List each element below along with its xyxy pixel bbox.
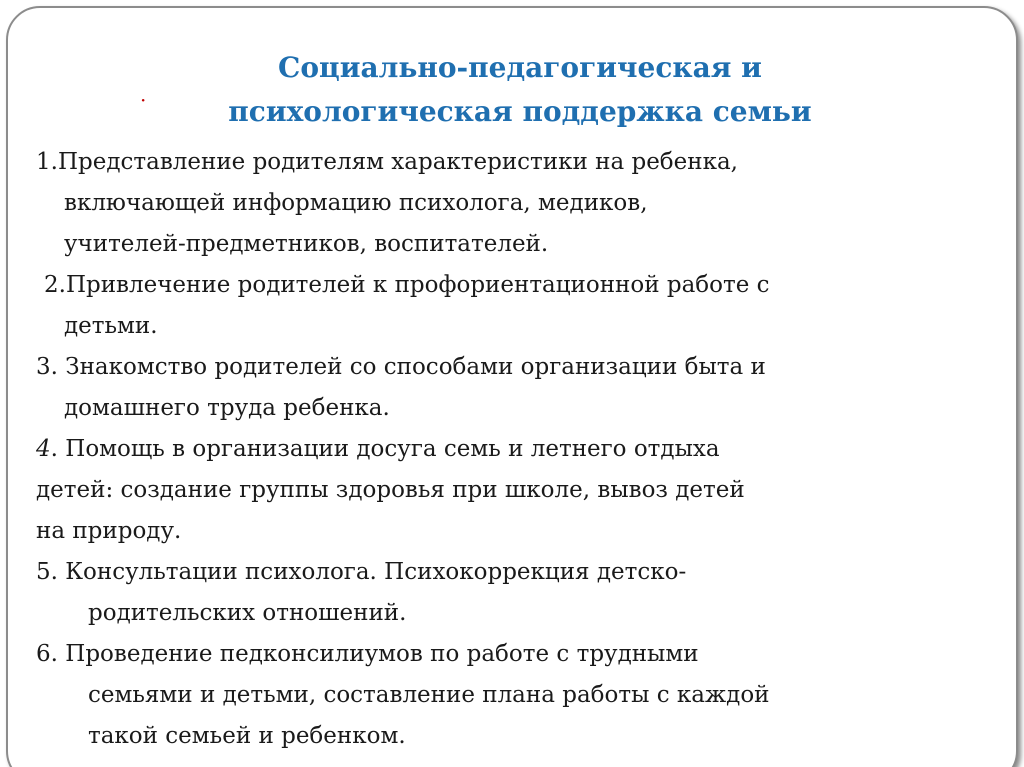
item-5-line-1: 5. Консультации психолога. Психокоррекция детско- [36,559,687,585]
item-4-line-1-text: . Помощь в организации досуга семь и летнего отдыха [50,436,720,462]
item-6-line-1: 6. Проведение педконсилиумов по работе с трудными [36,641,699,667]
item-1-line-3: учителей-предметников, воспитателей. [64,231,549,257]
item-4-line-2: детей: создание группы здоровья при школе, вывоз детей [36,477,745,503]
list-item-1 [36,142,986,265]
title-line-1: Социально-педагогическая и [278,51,762,84]
item-2-line-1: 2.Привлечение родителей к профориентационной работе с [44,272,770,298]
item-5-line-2: родительских отношений. [88,600,407,626]
decorative-dot: · [140,88,147,112]
list-item-4 [36,429,986,552]
slide-title [150,46,890,134]
list-item-2 [36,265,986,347]
item-6-line-2: семьями и детьми, составление плана работы с каждой [88,682,770,708]
item-1-line-1: 1.Представление родителям характеристики на ребенка, [36,149,738,175]
item-2-line-2: детьми. [64,313,158,339]
item-3-line-2: домашнего труда ребенка. [64,395,390,421]
item-6-line-3: такой семьей и ребенком. [88,723,406,749]
list-item-3 [36,347,986,429]
item-4-line-1 [36,429,986,470]
item-3-line-1: 3. Знакомство родителей со способами организации быта и [36,354,766,380]
item-1-line-2: включающей информацию психолога, медиков, [64,190,648,216]
title-line-2: психологическая поддержка семьи [228,95,812,128]
list-item-6 [36,634,986,757]
content-list [36,142,986,757]
item-4-line-3: на природу. [36,518,182,544]
item-4-number: 4 [36,436,51,462]
list-item-5 [36,552,986,634]
